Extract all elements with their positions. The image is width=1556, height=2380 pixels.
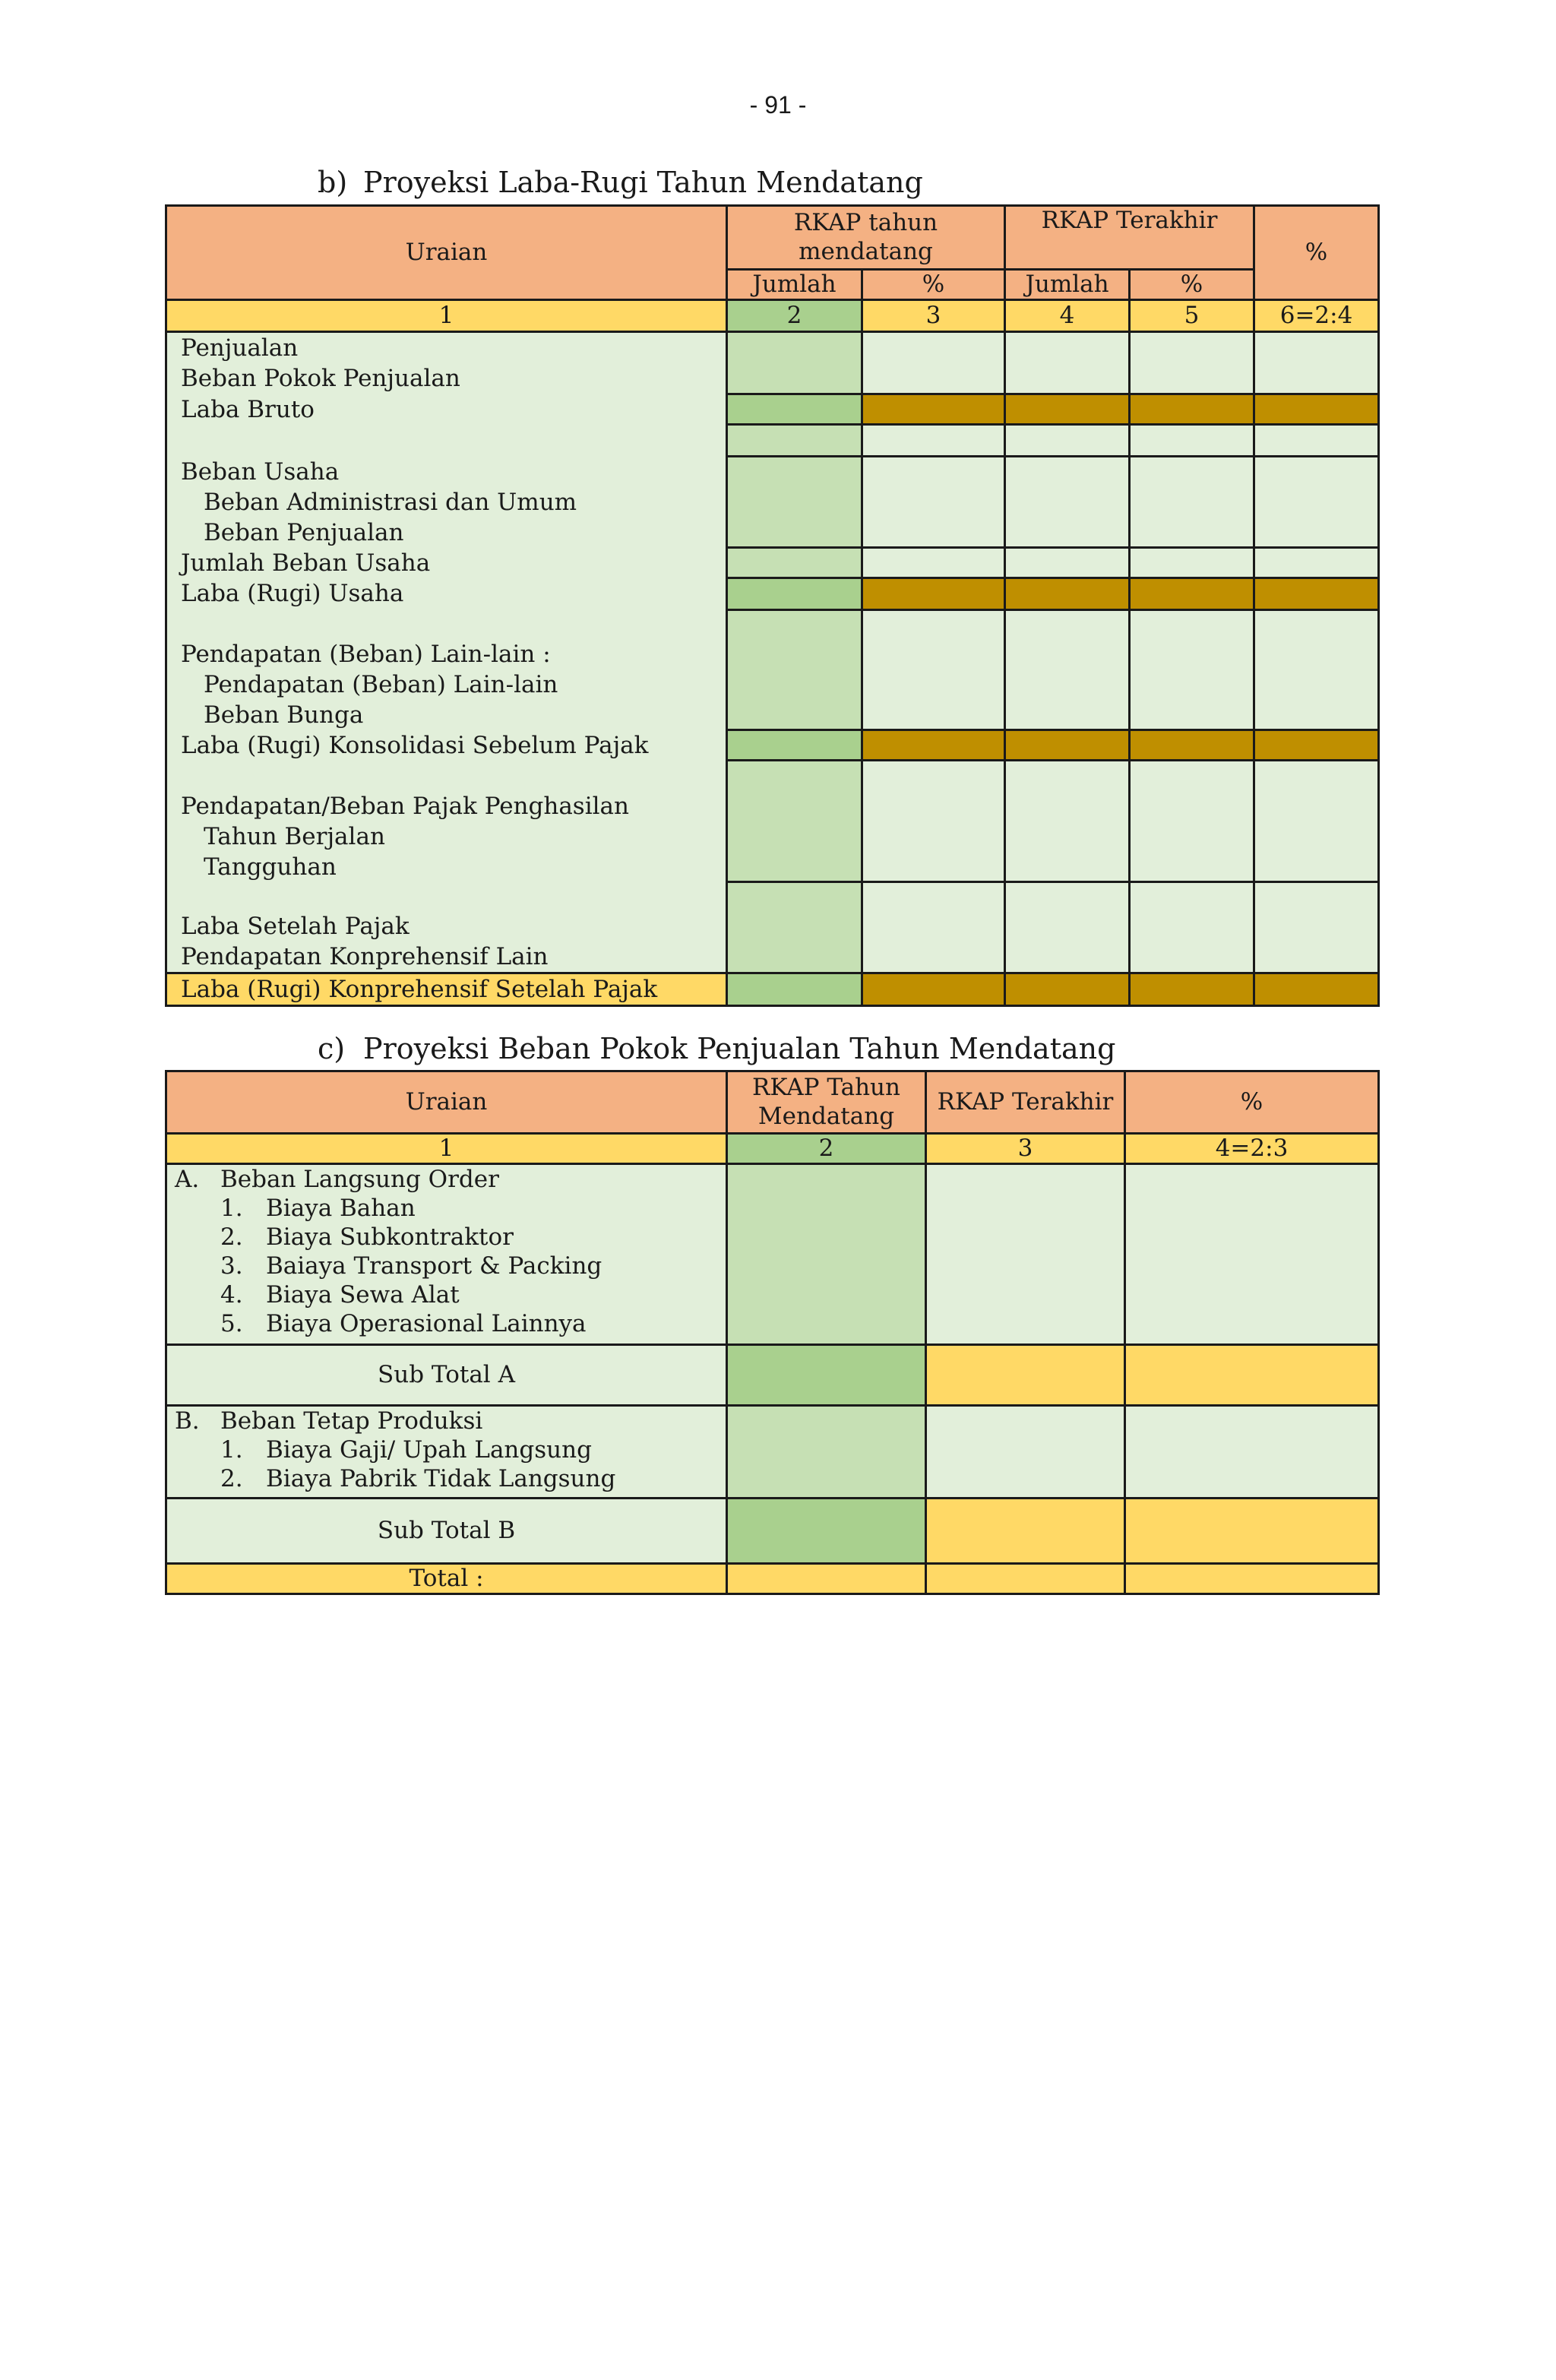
row-label-group: [166, 578, 727, 610]
row-label-group: [166, 761, 727, 882]
item-number: 1.: [220, 1195, 243, 1223]
header-pct-2: %: [1130, 270, 1254, 300]
group-a-heading: [175, 1165, 726, 1194]
row-label: Tangguhan: [204, 853, 337, 881]
row-label: Penjualan: [181, 334, 299, 362]
group-a: [166, 1164, 727, 1345]
subtotal-a-label: Sub Total A: [166, 1345, 727, 1406]
row-label: Laba (Rugi) Konsolidasi Sebelum Pajak: [181, 731, 649, 759]
row-label-group: [166, 730, 727, 761]
col-number: 4=2:3: [1125, 1134, 1379, 1164]
list-item: [175, 1435, 726, 1464]
section-b-letter: b): [318, 166, 348, 199]
row-label-group: [166, 882, 727, 973]
item-number: 2.: [220, 1465, 243, 1493]
row-label: Laba Bruto: [181, 395, 315, 423]
list-item: [175, 1280, 726, 1309]
list-item: [175, 1464, 726, 1493]
item-number: 2.: [220, 1223, 243, 1252]
item-label: Biaya Sewa Alat: [266, 1281, 460, 1309]
row-label-group: [166, 548, 727, 578]
row-label: Beban Administrasi dan Umum: [204, 488, 577, 516]
item-number: 1.: [220, 1436, 243, 1464]
profit-loss-table: [165, 204, 1380, 1007]
group-b: [166, 1406, 727, 1499]
item-number: 4.: [220, 1281, 243, 1309]
row-label: Jumlah Beban Usaha: [181, 549, 431, 577]
list-item: [175, 1223, 726, 1252]
header-pct-1: %: [862, 270, 1005, 300]
row-label: Pendapatan (Beban) Lain-lain :: [181, 640, 551, 668]
group-b-letter: B.: [175, 1407, 200, 1435]
item-label: Biaya Pabrik Tidak Langsung: [266, 1465, 616, 1493]
page-number: - 91 -: [749, 91, 807, 119]
header-uraian: Uraian: [166, 1071, 727, 1134]
section-b-title: [318, 166, 923, 199]
row-label: Beban Bunga: [204, 701, 364, 729]
group-a-label: Beban Langsung Order: [220, 1166, 499, 1194]
header-rkap-tahun-mendatang: RKAP tahun mendatang: [727, 206, 1005, 270]
row-label-group: [166, 457, 727, 548]
header-rkap-tahun-mendatang: RKAP Tahun Mendatang: [727, 1071, 926, 1134]
item-label: Biaya Subkontraktor: [266, 1223, 514, 1252]
header-jumlah-2: Jumlah: [1005, 270, 1130, 300]
item-label: Biaya Bahan: [266, 1195, 416, 1223]
row-label-group: [166, 332, 727, 394]
header-rkap-terakhir: RKAP Terakhir: [926, 1071, 1125, 1134]
header-percent: %: [1125, 1071, 1379, 1134]
row-label-group: [166, 973, 727, 1006]
col-number: 3: [926, 1134, 1125, 1164]
header-rkap-terakhir: RKAP Terakhir: [1005, 206, 1254, 270]
header-jumlah-1: Jumlah: [727, 270, 862, 300]
row-label-group: [166, 394, 727, 425]
subtotal-b-label: Sub Total B: [166, 1499, 727, 1564]
item-label: Biaya Operasional Lainnya: [266, 1310, 587, 1338]
col-number: 2: [727, 300, 862, 332]
row-label: Pendapatan/Beban Pajak Penghasilan: [181, 792, 629, 820]
col-number: 5: [1130, 300, 1254, 332]
section-c-title: [318, 1032, 1115, 1065]
section-c-title-text: Proyeksi Beban Pokok Penjualan Tahun Mendatang: [363, 1032, 1116, 1065]
group-b-heading: [175, 1407, 726, 1435]
row-label: Beban Pokok Penjualan: [181, 365, 460, 393]
header-percent: %: [1254, 206, 1379, 300]
col-number: 2: [727, 1134, 926, 1164]
item-label: Biaya Gaji/ Upah Langsung: [266, 1436, 592, 1464]
row-label: Tahun Berjalan: [204, 822, 385, 850]
row-label-group: [166, 610, 727, 730]
row-label: Pendapatan Konprehensif Lain: [181, 943, 549, 971]
header-uraian: Uraian: [166, 206, 727, 300]
item-label: Baiaya Transport & Packing: [266, 1252, 602, 1280]
row-label: Beban Penjualan: [204, 518, 404, 546]
group-a-letter: A.: [175, 1166, 200, 1194]
col-number: 1: [166, 300, 727, 332]
col-number: 6=2:4: [1254, 300, 1379, 332]
item-number: 3.: [220, 1252, 243, 1280]
list-item: [175, 1194, 726, 1223]
row-label: Laba Setelah Pajak: [181, 913, 410, 941]
item-number: 5.: [220, 1310, 243, 1338]
list-item: [175, 1309, 726, 1338]
section-b-title-text: Proyeksi Laba-Rugi Tahun Mendatang: [363, 166, 923, 199]
col-number: 3: [862, 300, 1005, 332]
cogs-table: [165, 1070, 1380, 1595]
row-label: Laba (Rugi) Konprehensif Setelah Pajak: [181, 976, 658, 1004]
col-number: 4: [1005, 300, 1130, 332]
section-c-letter: c): [318, 1032, 346, 1065]
group-b-label: Beban Tetap Produksi: [220, 1407, 483, 1435]
row-label: Pendapatan (Beban) Lain-lain: [204, 670, 558, 698]
row-label: Beban Usaha: [181, 457, 340, 486]
row-label: Laba (Rugi) Usaha: [181, 579, 404, 607]
total-label: Total :: [166, 1564, 727, 1594]
col-number: 1: [166, 1134, 727, 1164]
list-item: [175, 1252, 726, 1280]
